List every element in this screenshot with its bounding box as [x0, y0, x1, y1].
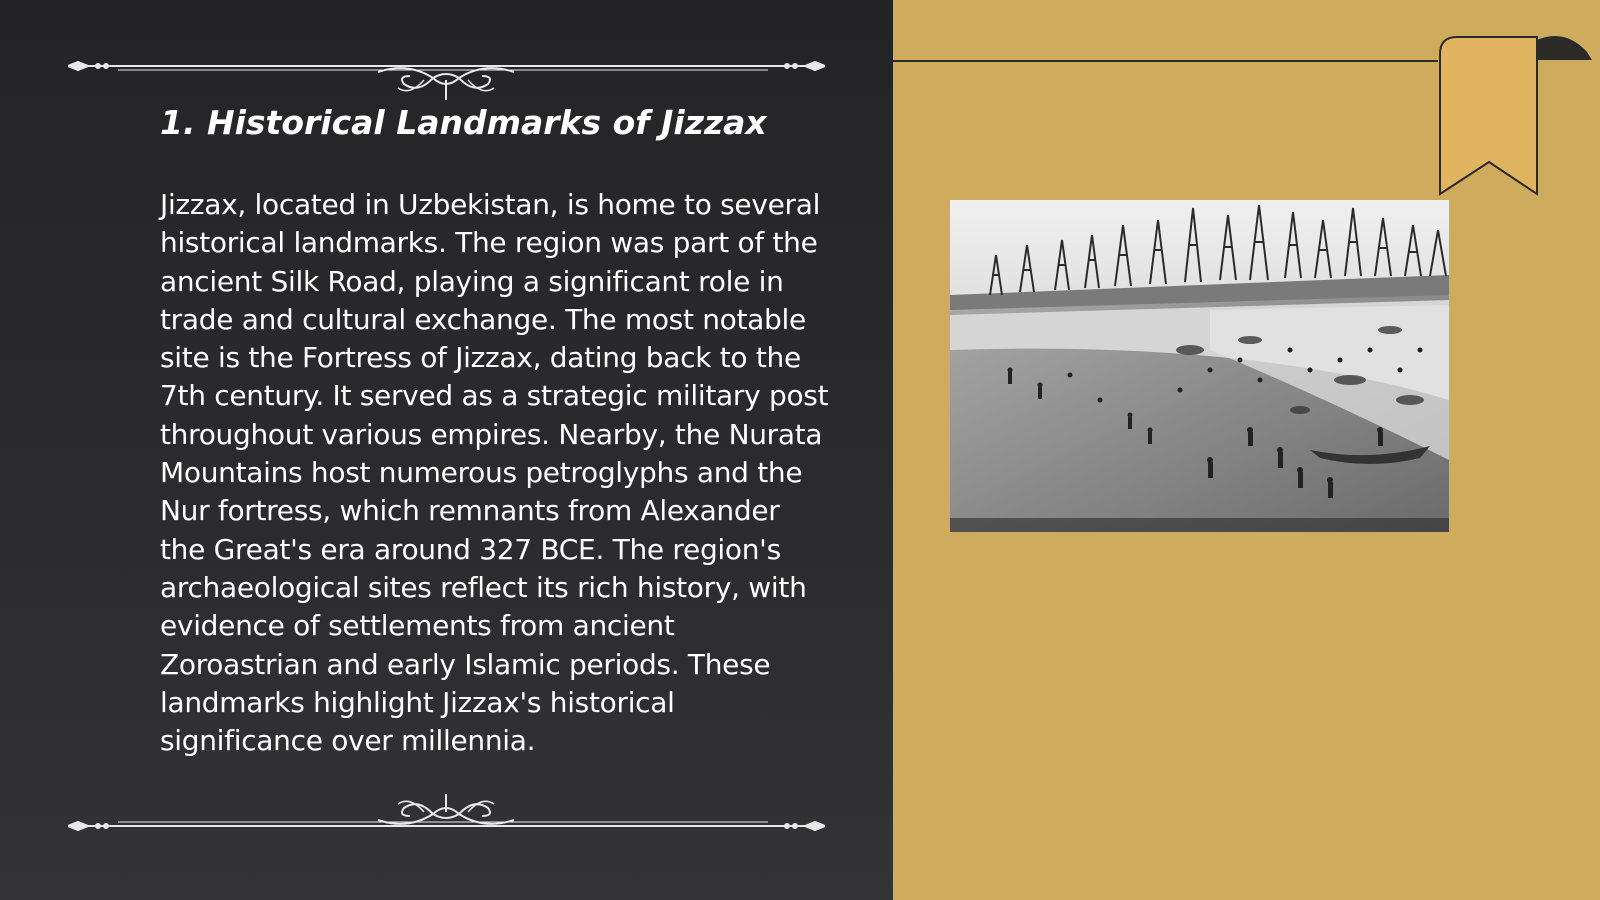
bottom-scroll-ornament-icon — [68, 790, 825, 850]
top-scroll-ornament-icon — [68, 50, 825, 110]
divider-line — [893, 60, 1438, 62]
historic-beach-photo — [950, 200, 1449, 532]
slide-title: 1. Historical Landmarks of Jizzax — [160, 103, 767, 142]
image-panel — [893, 0, 1600, 900]
bookmark-ribbon-icon — [1437, 34, 1597, 199]
slide-body-text: Jizzax, located in Uzbekistan, is home to several historical landmarks. The region was part of the ancient Silk Road, playing a significant role in trade and cultural exchange. The most notable site is the Fortress of Jizzax, dating back to the 7th century. It served as a strategic military post throughout various empires. Nearby, the Nurata Mountains host numerous petroglyphs and the Nur fortress, which remnants from Alexander the Great's era around 327 BCE. The region's archaeological sites reflect its rich history, with evidence of settlements from ancient Zoroastrian and early Islamic periods. These landmarks highlight Jizzax's historical significance over millennia. — [160, 188, 829, 758]
